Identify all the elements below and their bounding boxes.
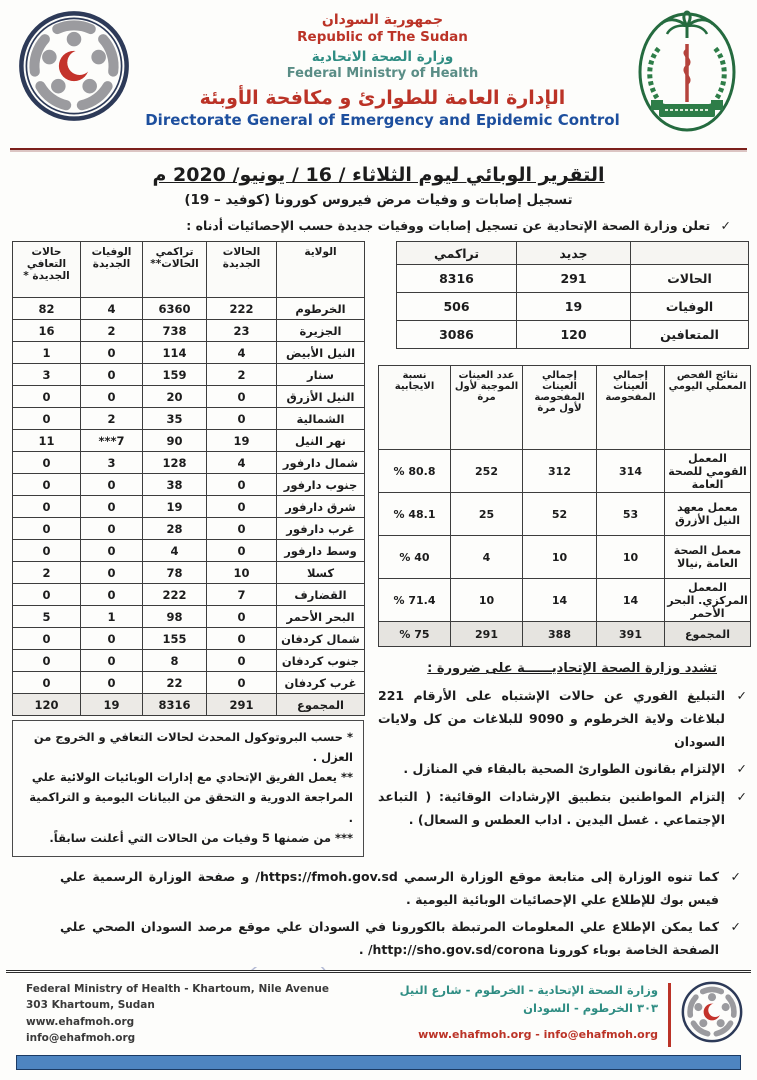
new-cases-cell: 4 xyxy=(207,342,277,364)
footer-blue-bar xyxy=(16,1055,741,1070)
state-name-cell: الشمالية xyxy=(277,408,365,430)
bullet-text: التبليغ الفوري عن حالات الإشتباه على الأرقام 221 لبلاغات ولاية الخرطوم و 9090 للبلاغات من كل ولايات السودان xyxy=(378,688,725,750)
col-header: عدد العينات الموجبة لأول مرة xyxy=(451,366,523,450)
new-deaths-cell: 0 xyxy=(81,584,143,606)
state-row xyxy=(13,672,365,694)
lab-total-samples-cell: 10 xyxy=(597,536,665,579)
report-title: التقرير الوبائي ليوم الثلاثاء / 16 / يونيو/ 2020 م xyxy=(152,164,605,186)
new-recovered-cell: 0 xyxy=(13,650,81,672)
lab-positivity-rate-cell: % 48.1 xyxy=(379,493,451,536)
new-deaths-cell: 0 xyxy=(81,386,143,408)
footnote-text: حسب البروتوكول المحدث لحالات التعافي و الخروج من العزل . xyxy=(33,730,353,765)
lab-name-cell: المعمل القومي للصحة العامة xyxy=(665,450,751,493)
summary-new-cell: 120 xyxy=(517,321,631,349)
check-icon: ✓ xyxy=(730,919,741,934)
lab-row xyxy=(379,450,751,493)
footer-arabic-block xyxy=(400,981,658,1043)
states-total-row xyxy=(13,694,365,716)
new-cases-cell: 7 xyxy=(207,584,277,606)
footer-ar-contact[interactable]: www.ehafmoh.org - info@ehafmoh.org xyxy=(418,1027,658,1041)
summary-cumulative-cell: 8316 xyxy=(397,265,517,293)
new-recovered-cell: 0 xyxy=(13,584,81,606)
new-deaths-cell: 0 xyxy=(81,650,143,672)
state-name-cell: شمال دارفور xyxy=(277,452,365,474)
page-header xyxy=(0,0,757,144)
new-cases-cell: 0 xyxy=(207,496,277,518)
footnote-text: يعمل الفريق الإتحادي مع إدارات الوبائيات الولائية علي المراجعة الدورية و التحقق من البيانات اليومية و التراكمية . xyxy=(29,770,353,825)
summary-row xyxy=(397,293,749,321)
check-icon: ✓ xyxy=(736,688,747,703)
check-icon: ✓ xyxy=(730,868,741,884)
total-label-cell: المجموع xyxy=(277,694,365,716)
new-recovered-cell: 11 xyxy=(13,430,81,452)
check-icon: ✓ xyxy=(736,788,747,804)
summary-label-cell: الحالات xyxy=(631,265,749,293)
bullet-text: إلتزام المواطنين بتطبيق الإرشادات الوقائية: ( التباعد الإجتماعي . غسل اليدين . اداب العطس و السعال) . xyxy=(378,788,725,827)
states-table xyxy=(12,241,365,716)
footer-ar-address: وزارة الصحة الإتحادية - الخرطوم - شارع النيل xyxy=(399,983,658,997)
cumulative-cases-cell: 98 xyxy=(143,606,207,628)
footnote xyxy=(21,727,353,767)
col-header: إجمالي العينات المفحوصة xyxy=(597,366,665,450)
new-cases-cell: 19 xyxy=(207,430,277,452)
country-name-arabic: جمهورية السودان xyxy=(321,12,444,28)
new-recovered-cell: 16 xyxy=(13,320,81,342)
summary-table xyxy=(396,241,749,349)
new-cases-cell: 23 xyxy=(207,320,277,342)
summary-new-cell: 291 xyxy=(517,265,631,293)
cumulative-cases-cell: 35 xyxy=(143,408,207,430)
lab-total-samples-cell: 14 xyxy=(597,579,665,622)
lab-name-cell: معمل معهد النيل الأزرق xyxy=(665,493,751,536)
footer-ar-city: ٣٠٣ الخرطوم - السودان xyxy=(523,1001,658,1016)
lab-positivity-total-cell: % 75 xyxy=(379,622,451,647)
header-divider xyxy=(10,148,747,150)
total-new-cases-cell: 291 xyxy=(207,694,277,716)
state-row xyxy=(13,562,365,584)
new-deaths-cell: 0 xyxy=(81,342,143,364)
state-row xyxy=(13,408,365,430)
info-notes-list xyxy=(0,857,757,962)
lab-positivity-rate-cell: % 80.8 xyxy=(379,450,451,493)
new-cases-cell: 0 xyxy=(207,518,277,540)
col-header: الولاية xyxy=(277,242,365,298)
header-text-block xyxy=(130,10,635,129)
summary-row xyxy=(397,265,749,293)
report-subtitle: تسجيل إصابات و وفيات مرض فيروس كورونا (كوفيد – 19) xyxy=(184,192,573,208)
cumulative-cases-cell: 114 xyxy=(143,342,207,364)
lab-row xyxy=(379,536,751,579)
lab-total-label-cell: المجموع xyxy=(665,622,751,647)
info-note-text: كما تنوه الوزارة إلى متابعة موقع الوزارة الرسمي https://fmoh.gov.sd/ و صفحة الوزارة الرسمية علي فيس بوك للإطلاع علي الإحصائيات الوبائية اليومية . xyxy=(60,868,719,907)
state-row xyxy=(13,496,365,518)
summary-new-cell: 19 xyxy=(517,293,631,321)
lab-first-time-samples-cell: 52 xyxy=(523,493,597,536)
cumulative-cases-cell: 90 xyxy=(143,430,207,452)
new-cases-cell: 0 xyxy=(207,540,277,562)
cumulative-cases-cell: 155 xyxy=(143,628,207,650)
new-cases-cell: 0 xyxy=(207,474,277,496)
new-deaths-cell: 0 xyxy=(81,496,143,518)
cumulative-cases-cell: 8 xyxy=(143,650,207,672)
state-name-cell: البحر الأحمر xyxy=(277,606,365,628)
col-header: نتائج الفحص المعملي اليومي xyxy=(665,366,751,450)
state-row xyxy=(13,540,365,562)
info-note-bullet xyxy=(60,915,741,961)
lab-total-samples-total-cell: 391 xyxy=(597,622,665,647)
footer-en-city: 303 Khartoum, Sudan xyxy=(26,999,155,1012)
state-row xyxy=(13,452,365,474)
lab-first-time-total-cell: 388 xyxy=(523,622,597,647)
lab-total-samples-cell: 53 xyxy=(597,493,665,536)
col-header: نسبة الايجابية xyxy=(379,366,451,450)
new-cases-cell: 0 xyxy=(207,628,277,650)
new-cases-cell: 4 xyxy=(207,452,277,474)
new-cases-cell: 0 xyxy=(207,650,277,672)
new-recovered-cell: 5 xyxy=(13,606,81,628)
new-deaths-cell: 0 xyxy=(81,628,143,650)
state-name-cell: النيل الأبيض xyxy=(277,342,365,364)
lab-results-table xyxy=(378,365,751,647)
new-recovered-cell: 0 xyxy=(13,386,81,408)
cumulative-cases-cell: 28 xyxy=(143,518,207,540)
col-header xyxy=(631,242,749,265)
cumulative-cases-cell: 78 xyxy=(143,562,207,584)
states-table-header-row xyxy=(13,242,365,298)
new-recovered-cell: 0 xyxy=(13,452,81,474)
summary-label-cell: الوفيات xyxy=(631,293,749,321)
total-new-deaths-cell: 19 xyxy=(81,694,143,716)
ministry-name-english: Federal Ministry of Health xyxy=(286,66,479,81)
footnote xyxy=(21,767,353,827)
directorate-name-arabic: الإدارة العامة للطوارئ و مكافحة الأوبئة xyxy=(199,87,566,109)
state-row xyxy=(13,342,365,364)
state-row xyxy=(13,364,365,386)
new-recovered-cell: 0 xyxy=(13,496,81,518)
lab-total-row xyxy=(379,622,751,647)
state-row xyxy=(13,650,365,672)
footer-en-address: Federal Ministry of Health - Khartoum, Nile Avenue xyxy=(26,983,330,995)
state-name-cell: جنوب كردفان xyxy=(277,650,365,672)
summary-cumulative-cell: 506 xyxy=(397,293,517,321)
new-recovered-cell: 0 xyxy=(13,628,81,650)
cumulative-cases-cell: 38 xyxy=(143,474,207,496)
new-cases-cell: 10 xyxy=(207,562,277,584)
footer-en-email[interactable]: info@ehafmoh.org xyxy=(26,1031,136,1044)
summary-row xyxy=(397,321,749,349)
state-name-cell: النيل الأزرق xyxy=(277,386,365,408)
state-name-cell: كسلا xyxy=(277,562,365,584)
col-header: الوفيات الجديدة xyxy=(81,242,143,298)
emphasis-bullet-list xyxy=(378,684,751,831)
country-name-english: Republic of The Sudan xyxy=(297,29,468,45)
footnote-marker: *** xyxy=(334,830,353,845)
state-name-cell: القضارف xyxy=(277,584,365,606)
state-row xyxy=(13,628,365,650)
red-crescent-logo-small-icon xyxy=(681,981,743,1047)
lab-first-time-samples-cell: 312 xyxy=(523,450,597,493)
total-cumulative-cell: 8316 xyxy=(143,694,207,716)
new-recovered-cell: 3 xyxy=(13,364,81,386)
summary-label-cell: المتعافين xyxy=(631,321,749,349)
lab-first-time-samples-cell: 10 xyxy=(523,536,597,579)
new-deaths-cell: ***7 xyxy=(81,430,143,452)
state-row xyxy=(13,430,365,452)
lab-row xyxy=(379,579,751,622)
lab-name-cell: معمل الصحة العامة ,نيالا xyxy=(665,536,751,579)
new-deaths-cell: 4 xyxy=(81,298,143,320)
cumulative-cases-cell: 6360 xyxy=(143,298,207,320)
footnote-marker: ** xyxy=(340,770,353,785)
check-icon: ✓ xyxy=(720,218,731,233)
cumulative-cases-cell: 22 xyxy=(143,672,207,694)
bullet-text: الإلتزام بقانون الطوارئ الصحية بالبقاء في المنازل . xyxy=(403,761,725,777)
report-title-block xyxy=(0,164,757,208)
cumulative-cases-cell: 128 xyxy=(143,452,207,474)
info-note-text: كما يمكن الإطلاع علي المعلومات المرتبطة بالكورونا في السودان علي موقع مرصد السودان الصحي علي الصفحة الخاصة بوباء كورونا http://sho.gov.sd/corona/ . xyxy=(60,919,719,958)
footer-red-divider xyxy=(668,983,671,1047)
footnotes-box xyxy=(12,720,364,857)
col-header: تراكمي الحالات** xyxy=(143,242,207,298)
new-cases-cell: 0 xyxy=(207,386,277,408)
footer-en-website[interactable]: www.ehafmoh.org xyxy=(26,1015,135,1028)
footnote-text: من ضمنها 5 وفيات من الحالات التي أعلنت سابقاً. xyxy=(49,830,331,845)
lab-positive-samples-cell: 10 xyxy=(451,579,523,622)
new-recovered-cell: 82 xyxy=(13,298,81,320)
new-deaths-cell: 0 xyxy=(81,364,143,386)
cumulative-cases-cell: 4 xyxy=(143,540,207,562)
ministry-of-health-logo-icon xyxy=(635,10,739,140)
cumulative-cases-cell: 20 xyxy=(143,386,207,408)
col-header: الحالات الجديدة xyxy=(207,242,277,298)
col-header: تراكمي xyxy=(397,242,517,265)
emphasis-bullet xyxy=(378,684,747,753)
state-row xyxy=(13,606,365,628)
state-row xyxy=(13,584,365,606)
cumulative-cases-cell: 19 xyxy=(143,496,207,518)
state-name-cell: غرب دارفور xyxy=(277,518,365,540)
new-recovered-cell: 2 xyxy=(13,562,81,584)
total-new-recovered-cell: 120 xyxy=(13,694,81,716)
state-name-cell: سنار xyxy=(277,364,365,386)
col-header: جديد xyxy=(517,242,631,265)
emphasis-bullet xyxy=(378,785,747,831)
lab-positive-samples-cell: 4 xyxy=(451,536,523,579)
state-name-cell: شمال كردفان xyxy=(277,628,365,650)
new-deaths-cell: 2 xyxy=(81,320,143,342)
state-name-cell: الخرطوم xyxy=(277,298,365,320)
new-recovered-cell: 1 xyxy=(13,342,81,364)
new-cases-cell: 0 xyxy=(207,672,277,694)
state-row xyxy=(13,298,365,320)
summary-column xyxy=(378,241,751,831)
lab-positivity-rate-cell: % 40 xyxy=(379,536,451,579)
intro-line xyxy=(0,208,757,233)
summary-header-row xyxy=(397,242,749,265)
footnote xyxy=(21,828,353,848)
new-deaths-cell: 3 xyxy=(81,452,143,474)
state-name-cell: وسط دارفور xyxy=(277,540,365,562)
lab-row xyxy=(379,493,751,536)
summary-cumulative-cell: 3086 xyxy=(397,321,517,349)
lab-name-cell: المعمل المركزي. البحر الأحمر xyxy=(665,579,751,622)
new-recovered-cell: 0 xyxy=(13,672,81,694)
new-recovered-cell: 0 xyxy=(13,518,81,540)
new-cases-cell: 222 xyxy=(207,298,277,320)
lab-positive-total-cell: 291 xyxy=(451,622,523,647)
page-footer xyxy=(0,970,757,1080)
emphasis-heading: تشدد وزارة الصحة الإتحاديــــــة على ضرورة : xyxy=(427,661,717,676)
footnote-marker: * xyxy=(346,730,353,744)
new-cases-cell: 0 xyxy=(207,606,277,628)
lab-positivity-rate-cell: % 71.4 xyxy=(379,579,451,622)
intro-text: تعلن وزارة الصحة الإتحادية عن تسجيل إصابات ووفيات جديدة حسب الإحصائيات أدناه : xyxy=(186,218,711,233)
cumulative-cases-cell: 222 xyxy=(143,584,207,606)
col-header: إجمالي العينات المفحوصة لأول مرة xyxy=(523,366,597,450)
cumulative-cases-cell: 738 xyxy=(143,320,207,342)
lab-total-samples-cell: 314 xyxy=(597,450,665,493)
red-crescent-logo-icon xyxy=(18,10,130,126)
check-icon: ✓ xyxy=(736,761,747,777)
emphasis-bullet xyxy=(378,757,747,780)
new-deaths-cell: 1 xyxy=(81,606,143,628)
state-name-cell: نهر النيل xyxy=(277,430,365,452)
new-recovered-cell: 0 xyxy=(13,540,81,562)
new-deaths-cell: 0 xyxy=(81,540,143,562)
state-row xyxy=(13,474,365,496)
lab-header-row xyxy=(379,366,751,450)
directorate-name-english: Directorate General of Emergency and Epidemic Control xyxy=(145,111,620,129)
state-row xyxy=(13,518,365,540)
states-column xyxy=(12,241,364,857)
lab-first-time-samples-cell: 14 xyxy=(523,579,597,622)
new-recovered-cell: 0 xyxy=(13,474,81,496)
new-deaths-cell: 0 xyxy=(81,518,143,540)
cumulative-cases-cell: 159 xyxy=(143,364,207,386)
state-row xyxy=(13,320,365,342)
new-deaths-cell: 0 xyxy=(81,474,143,496)
state-name-cell: جنوب دارفور xyxy=(277,474,365,496)
state-name-cell: شرق دارفور xyxy=(277,496,365,518)
col-header: حالات التعافي الجديدة * xyxy=(13,242,81,298)
new-cases-cell: 2 xyxy=(207,364,277,386)
new-deaths-cell: 0 xyxy=(81,672,143,694)
new-deaths-cell: 2 xyxy=(81,408,143,430)
ministry-name-arabic: وزارة الصحة الاتحادية xyxy=(311,49,454,65)
lab-positive-samples-cell: 25 xyxy=(451,493,523,536)
new-recovered-cell: 0 xyxy=(13,408,81,430)
new-cases-cell: 0 xyxy=(207,408,277,430)
state-name-cell: الجزيرة xyxy=(277,320,365,342)
state-row xyxy=(13,386,365,408)
state-name-cell: غرب كردفان xyxy=(277,672,365,694)
footer-english-block xyxy=(26,981,329,1046)
info-note-bullet xyxy=(60,865,741,911)
new-deaths-cell: 0 xyxy=(81,562,143,584)
lab-positive-samples-cell: 252 xyxy=(451,450,523,493)
